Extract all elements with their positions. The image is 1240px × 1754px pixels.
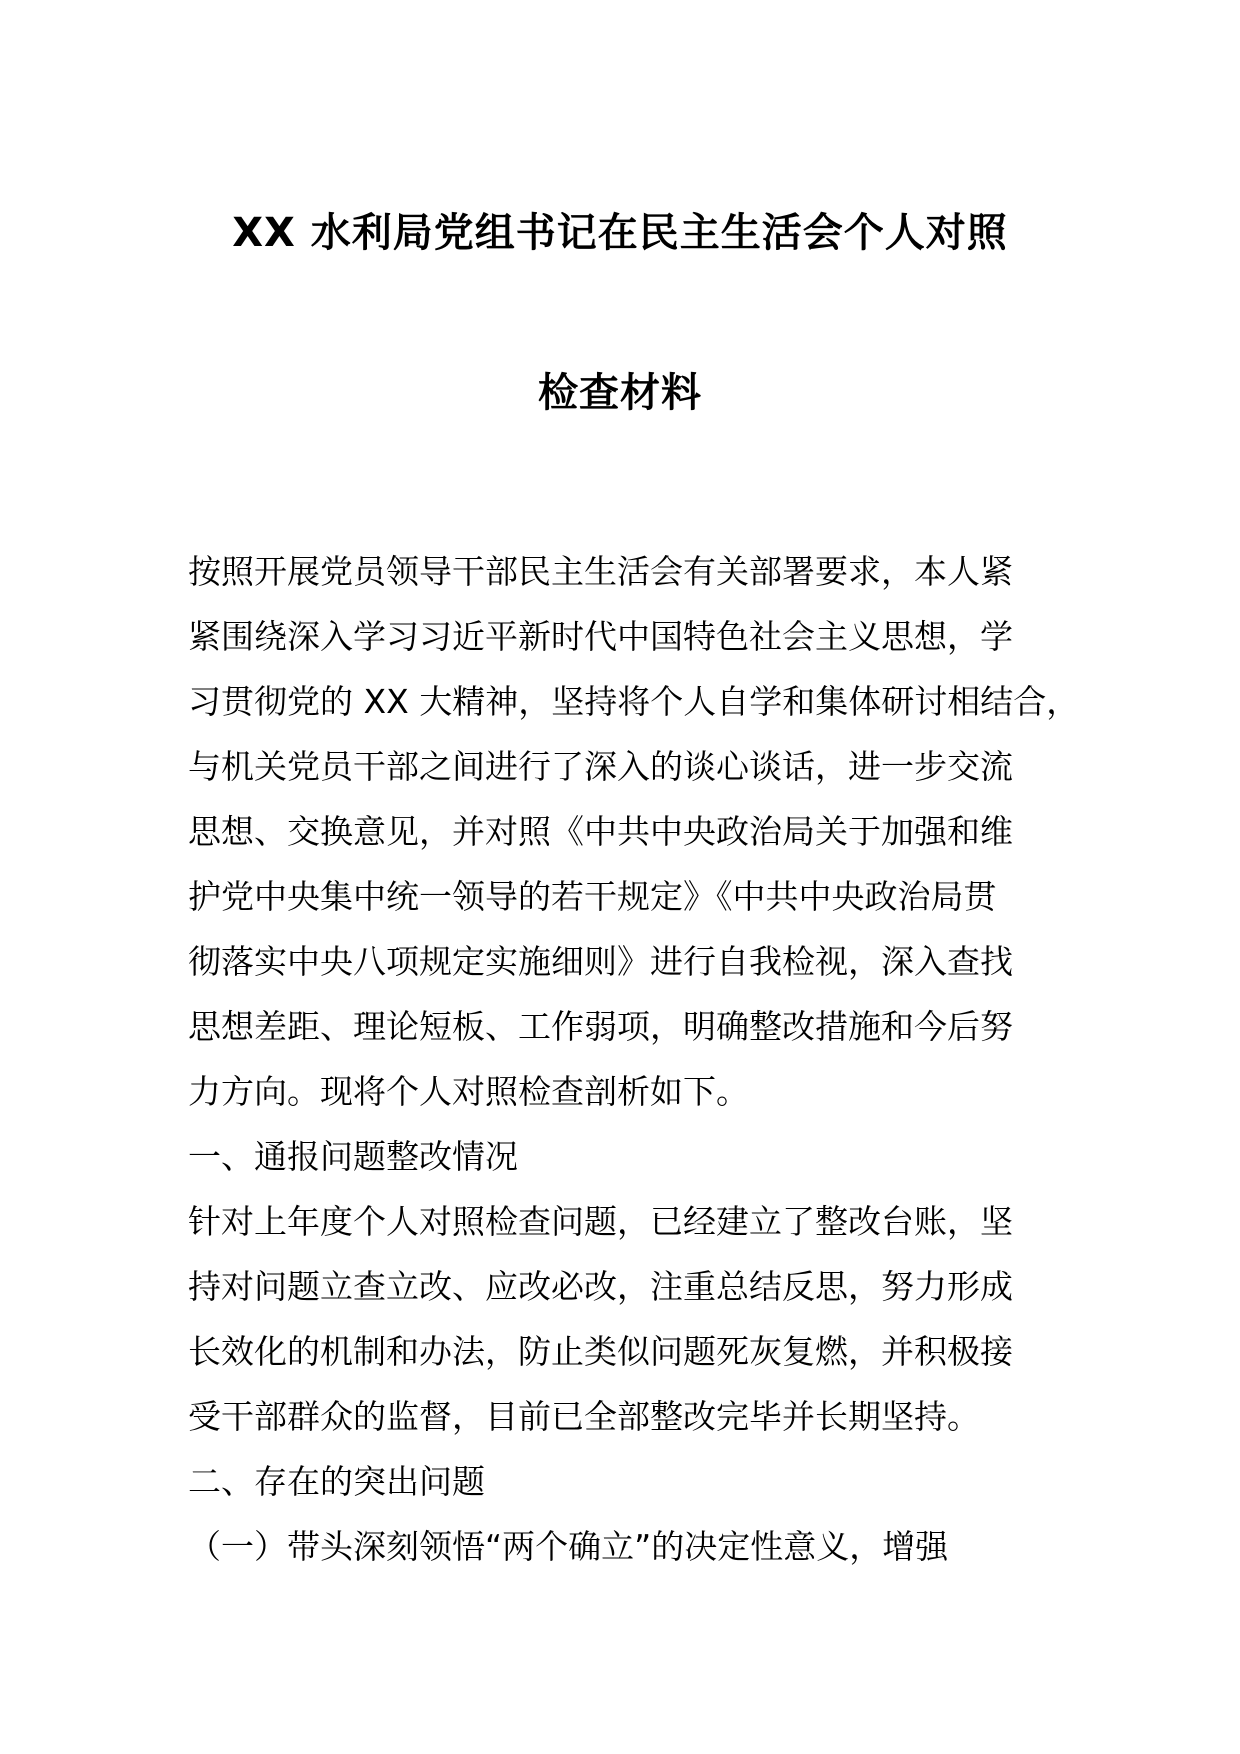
paragraph-intro-line-1: 按照开展党员领导干部民主生活会有关部署要求，本人紧 [188, 552, 1013, 591]
paragraph-intro-line-4: 与机关党员干部之间进行了深入的谈心谈话，进一步交流 [188, 747, 1013, 786]
paragraph-section-1-line-3: 长效化的机制和办法，防止类似问题死灰复燃，并积极接 [188, 1332, 1013, 1371]
subsection-heading-1: （一）带头深刻领悟“两个确立”的决定性意义，增强 [188, 1527, 949, 1566]
paragraph-intro-line-9: 力方向。现将个人对照检查剖析如下。 [188, 1072, 749, 1111]
paragraph-intro-line-3: 习贯彻党的 XX 大精神，坚持将个人自学和集体研讨相结合， [188, 682, 1080, 721]
document-title-line-2: 检查材料 [538, 370, 702, 416]
document-title-line-1: XX 水利局党组书记在民主生活会个人对照 [232, 210, 1008, 256]
paragraph-intro-line-6: 护党中央集中统一领导的若干规定》《中共中央政治局贯 [188, 877, 997, 916]
paragraph-intro-line-2: 紧围绕深入学习习近平新时代中国特色社会主义思想，学 [188, 617, 1013, 656]
paragraph-intro-line-8: 思想差距、理论短板、工作弱项，明确整改措施和今后努 [188, 1007, 1013, 1046]
document-body [188, 539, 1108, 1579]
paragraph-section-1-line-4: 受干部群众的监督，目前已全部整改完毕并长期坚持。 [188, 1397, 980, 1436]
paragraph-intro-line-7: 彻落实中央八项规定实施细则》进行自我检视，深入查找 [188, 942, 1013, 981]
paragraph-section-1-line-2: 持对问题立查立改、应改必改，注重总结反思，努力形成 [188, 1267, 1013, 1306]
section-heading-2: 二、存在的突出问题 [188, 1462, 485, 1501]
paragraph-section-1-line-1: 针对上年度个人对照检查问题，已经建立了整改台账，坚 [188, 1202, 1013, 1241]
paragraph-intro-line-5: 思想、交换意见，并对照《中共中央政治局关于加强和维 [188, 812, 1013, 851]
section-heading-1: 一、通报问题整改情况 [188, 1137, 518, 1176]
